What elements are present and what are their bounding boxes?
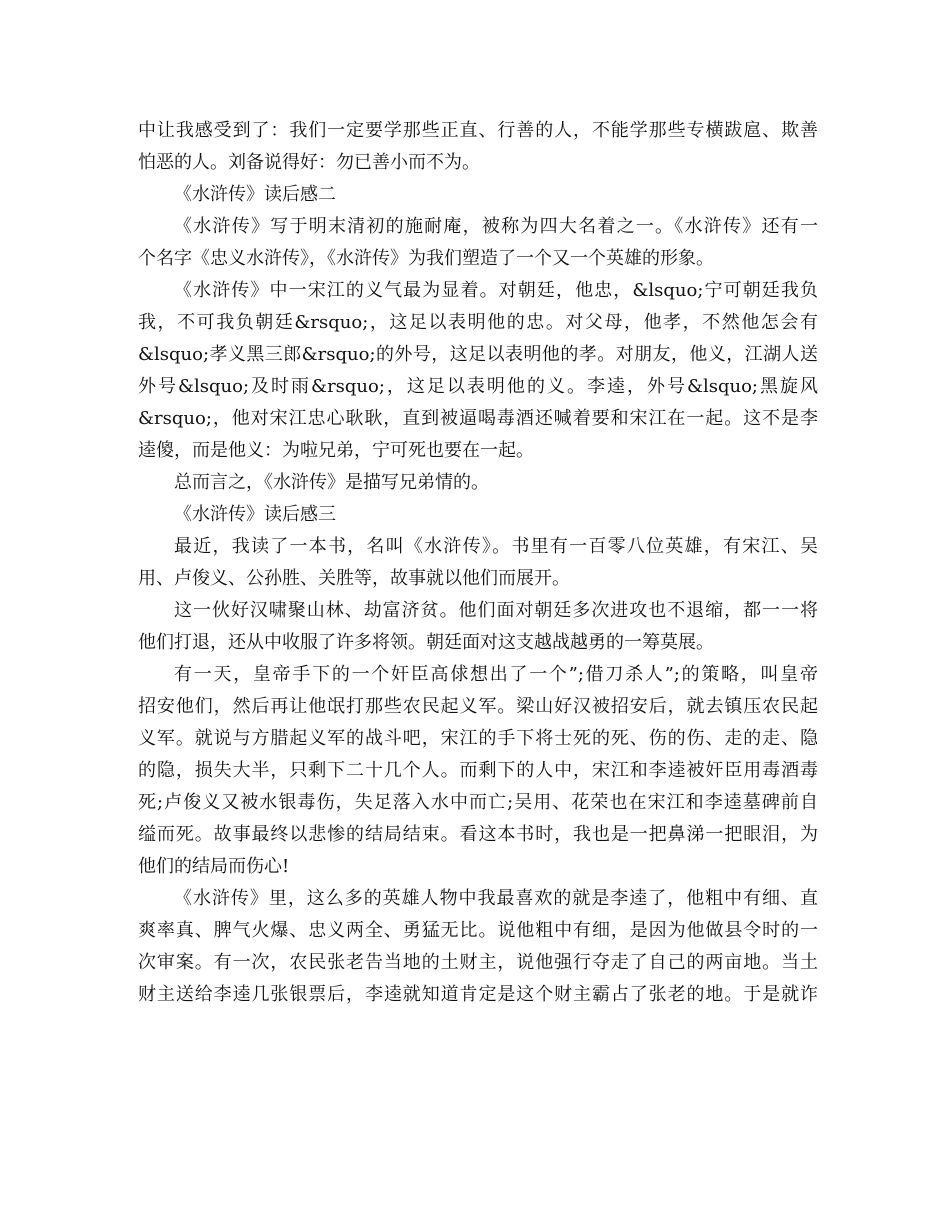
text-line: 的隐，损失大半，只剩下二十几个人。而剩下的人中，宋江和李逵被奸臣用毒酒毒 [138,760,818,781]
body-text [138,115,818,1011]
text-line: 他们打退，还从中收服了许多将领。朝廷面对这支越战越勇的一筹莫展。 [138,632,714,653]
text-line: 怕恶的人。刘备说得好：勿已善小而不为。 [138,152,480,173]
text-line: 次审案。有一次，农民张老告当地的土财主，说他强行夺走了自己的两亩地。当土 [138,952,818,973]
text-line: 死;卢俊义又被水银毒伤，失足落入水中而亡;吴用、花荣也在宋江和李逵墓碑前自 [138,792,818,813]
text-line: 《水浒传》里，这么多的英雄人物中我最喜欢的就是李逵了，他粗中有细、直 [174,888,818,909]
text-line: 财主送给李逵几张银票后，李逵就知道肯定是这个财主霸占了张老的地。于是就诈 [138,984,818,1005]
text-line: 《水浒传》写于明末清初的施耐庵，被称为四大名着之一。《水浒传》还有一 [174,216,818,237]
text-line: &lsquo;孝义黑三郎&rsquo;的外号，这足以表明他的孝。对朋友，他义，江湖人送 [138,344,818,365]
text-line: 个名字《忠义水浒传》，《水浒传》为我们塑造了一个又一个英雄的形象。 [138,248,714,269]
text-line: 中让我感受到了：我们一定要学那些正直、行善的人，不能学那些专横跋扈、欺善 [138,120,818,141]
text-line: 最近，我读了一本书，名叫《水浒传》。书里有一百零八位英雄，有宋江、吴 [174,536,818,557]
text-line: 有一天，皇帝手下的一个奸臣高俅想出了一个”;借刀杀人”;的策略，叫皇帝 [174,664,818,685]
text-line: &rsquo;，他对宋江忠心耿耿，直到被逼喝毒酒还喊着要和宋江在一起。这不是李 [138,408,818,429]
text-line: 义军。就说与方腊起义军的战斗吧，宋江的手下将士死的死、伤的伤、走的走、隐 [138,728,818,749]
text-line: 这一伙好汉啸聚山林、劫富济贫。他们面对朝廷多次进攻也不退缩，都一一将 [174,600,818,621]
text-line: 缢而死。故事最终以悲惨的结局结束。看这本书时，我也是一把鼻涕一把眼泪，为 [138,824,818,845]
text-line: 他们的结局而伤心! [138,856,290,877]
section-heading: 《水浒传》读后感二 [174,184,336,205]
text-line: 爽率真、脾气火爆、忠义两全、勇猛无比。说他粗中有细，是因为他做县令时的一 [138,920,818,941]
text-line: 用、卢俊义、公孙胜、关胜等，故事就以他们而展开。 [138,568,570,589]
section-heading: 《水浒传》读后感三 [174,504,336,525]
text-line: 逵傻，而是他义：为啦兄弟，宁可死也要在一起。 [138,440,534,461]
text-line: 我，不可我负朝廷&rsquo;，这足以表明他的忠。对父母，他孝，不然他怎会有 [138,312,818,333]
text-line: 总而言之，《水浒传》是描写兄弟情的。 [174,472,489,493]
text-line: 招安他们，然后再让他氓打那些农民起义军。梁山好汉被招安后，就去镇压农民起 [138,696,818,717]
text-line: 外号&lsquo;及时雨&rsquo;，这足以表明他的义。李逵，外号&lsquo;黑旋风 [138,376,818,397]
text-line: 《水浒传》中一宋江的义气最为显着。对朝廷，他忠，&lsquo;宁可朝廷我负 [174,280,818,301]
